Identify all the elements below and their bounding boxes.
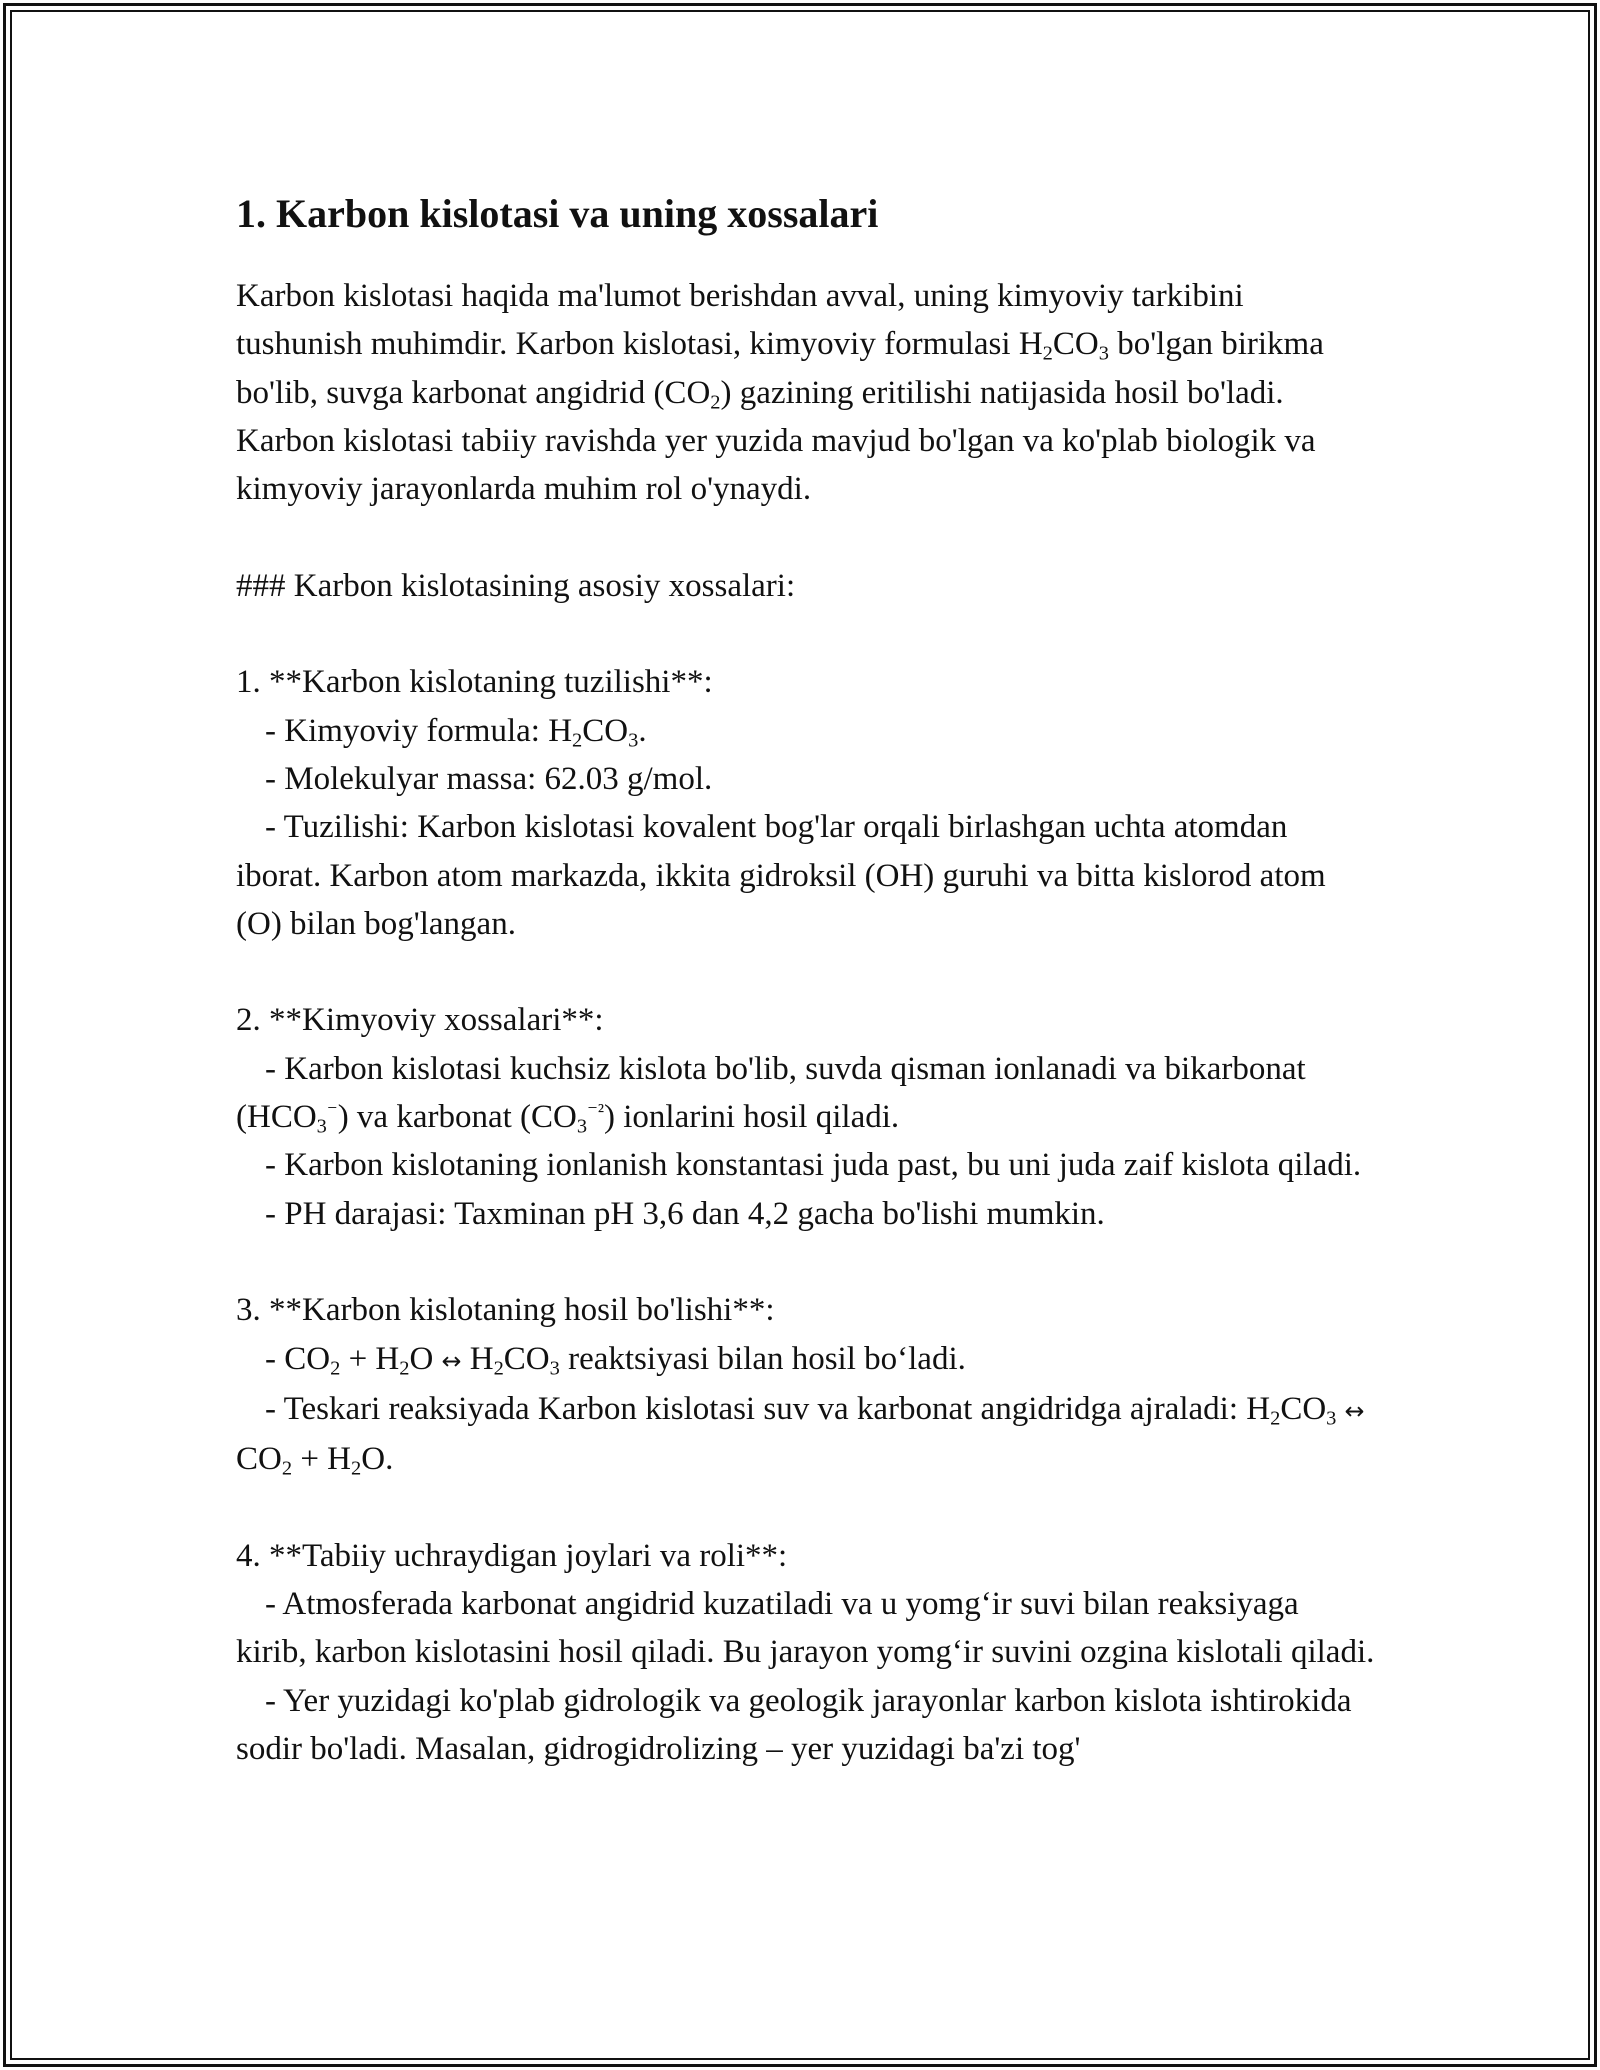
intro-paragraph: Karbon kislotasi haqida ma'lumot berishdan avval, uning kimyoviy tarkibini tushunish muhimdir. Karbon kislotasi, kimyoviy formulasi $H_2CO_3$ bo'lgan birikma bo'lib, suvga karbonat angidrid $(CO_2)$ gazining eritilishi natijasida hosil bo'ladi. Karbon kislotasi tabiiy ravishda yer yuzida mavjud bo'lgan va ko'plab biologik va kimyoviy jarayonlarda muhim rol o'ynaydi. (236, 278, 1324, 508)
section-2-bullet-3: - PH darajasi: Taxminan pH 3,6 dan 4,2 gacha bo'lishi mumkin. (265, 1195, 1105, 1232)
section-1-mass: - Molekulyar massa: 62.03 g/mol. (265, 760, 713, 797)
section-3-heading: 3. **Karbon kislotaning hosil bo'lishi**: (236, 1292, 775, 1329)
section-4-bullet-1: - Atmosferada karbonat angidrid kuzatiladi va u yomg‘ir suvi bilan reaksiyaga kirib, karbon kislotasini hosil qiladi. Bu jarayon yomg‘ir suvini ozgina kislotali qiladi. (236, 1586, 1375, 1671)
section-2-bullet-1: - Karbon kislotasi kuchsiz kislota bo'lib, suvda qisman ionlanadi va bikarbonat $(HCO_3^{^-})$ va karbonat $(CO_3^{^{-2}})$ ionlarini hosil qiladi. (236, 1050, 1306, 1138)
document-body (236, 186, 1376, 1773)
reversible-arrow-icon: ↔ (1344, 1396, 1365, 1425)
section-4-bullet-2: - Yer yuzidagi ko'plab gidrologik va geologik jarayonlar karbon kislota ishtirokida sodir bo'ladi. Masalan, gidrogidrolizing – yer yuzidagi ba'zi tog' (236, 1682, 1352, 1767)
page-title: 1. Karbon kislotasi va uning xossalari (236, 191, 879, 236)
section-2-bullet-2: - Karbon kislotaning ionlanish konstantasi juda past, bu uni juda zaif kislota qiladi. (265, 1147, 1362, 1184)
section-4-heading: 4. **Tabiiy uchraydigan joylari va roli**: (236, 1537, 788, 1574)
section-1-structure: - Tuzilishi: Karbon kislotasi kovalent bog'lar orqali birlashgan uchta atomdan iborat. Karbon atom markazda, ikkita gidroksil (OH) guruhi va bitta kislorod atom (O) bilan bog'langan. (236, 809, 1326, 942)
section-1-formula: - Kimyoviy formula: $H_2CO_3$. (265, 712, 647, 752)
section-2-heading: 2. **Kimyoviy xossalari**: (236, 1002, 604, 1039)
section-1-heading: 1. **Karbon kislotaning tuzilishi**: (236, 664, 713, 701)
reversible-arrow-icon: ↔ (441, 1346, 462, 1375)
section-subheading: ### Karbon kislotasining asosiy xossalari: (236, 567, 796, 604)
section-3-bullet-2: - Teskari reaksiyada Karbon kislotasi suv va karbonat angidridga ajraladi: $H_2CO_3$ ↔ $CO_2 + H_2O$. (236, 1390, 1365, 1480)
section-3-bullet-1: - $CO_2 + H_2O$ ↔ $H_2CO_3$ reaktsiyasi bilan hosil bo‘ladi. (265, 1340, 966, 1380)
